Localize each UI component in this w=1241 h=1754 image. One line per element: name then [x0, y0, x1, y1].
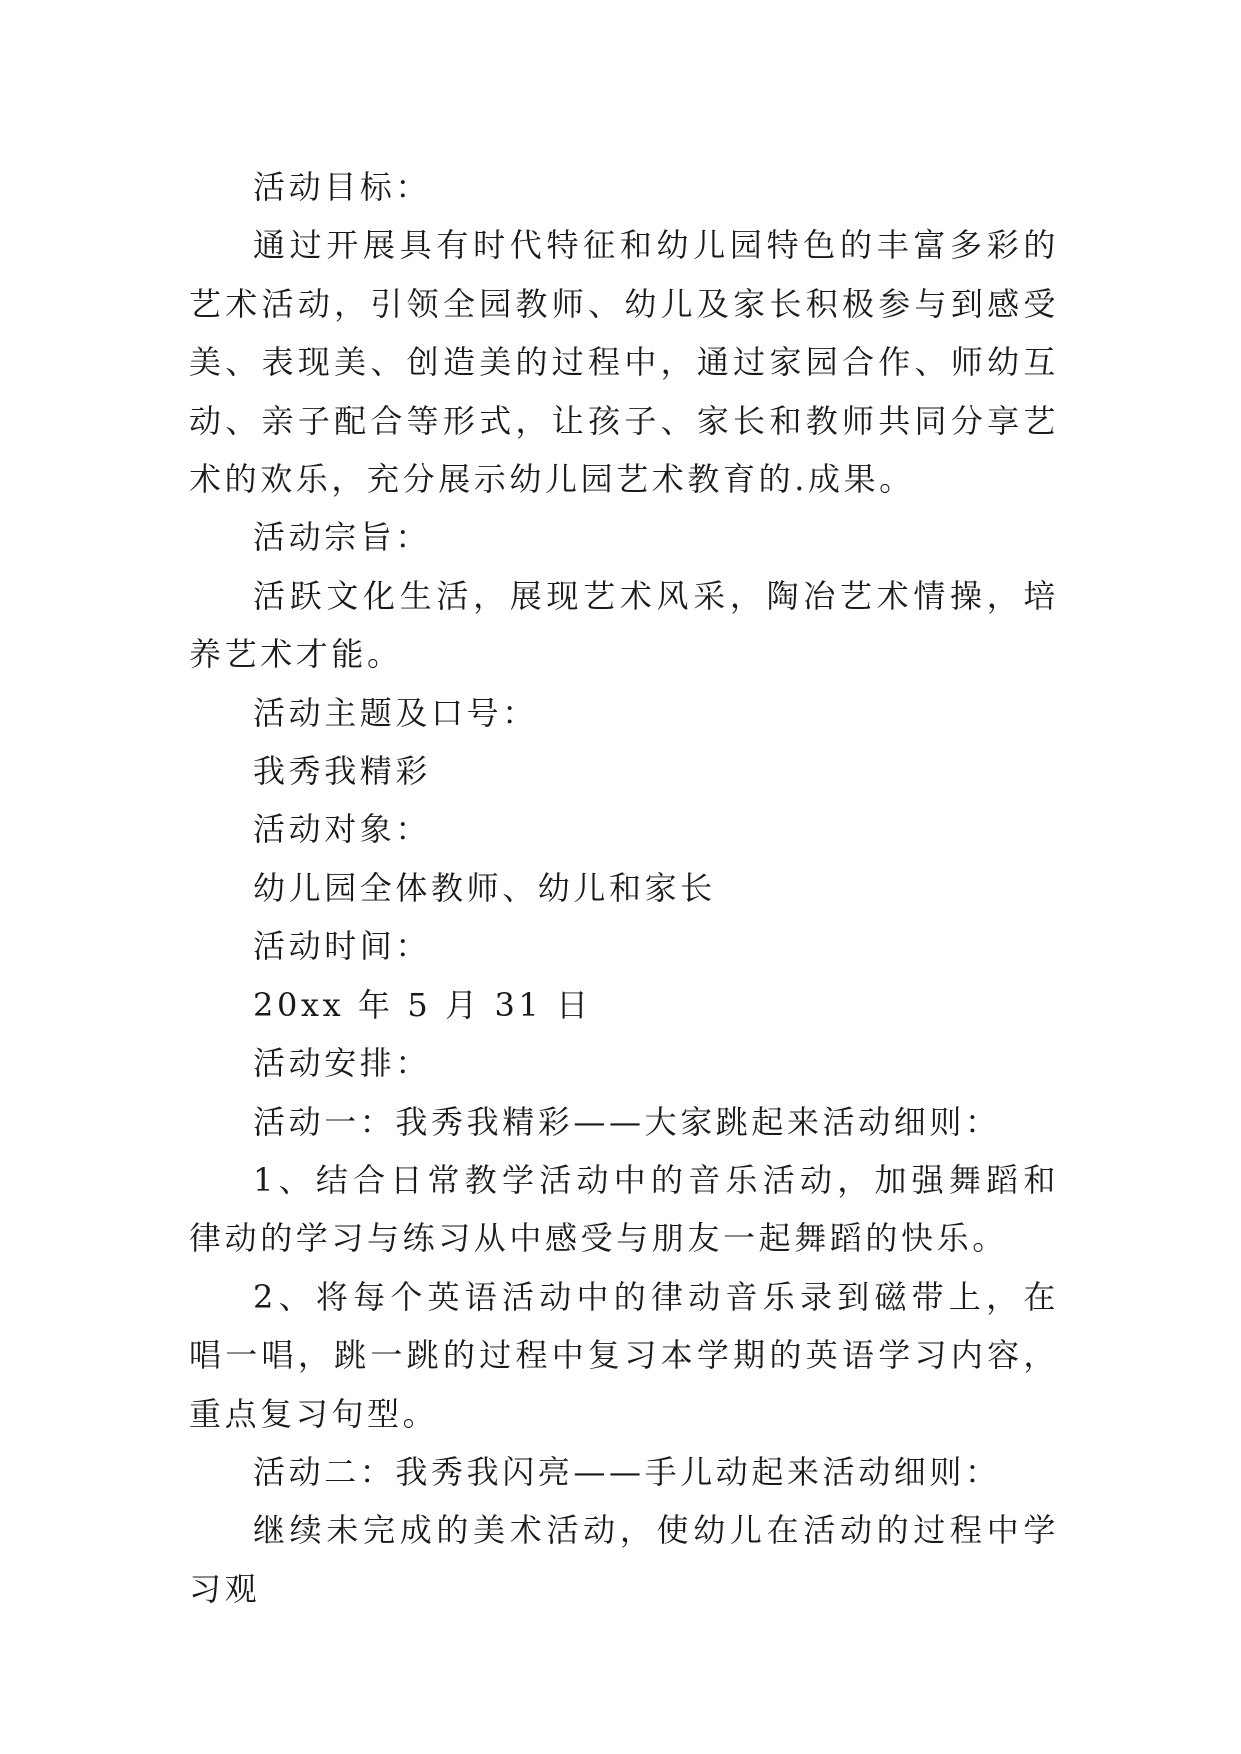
paragraph-activity-time: 20xx 年 5 月 31 日 — [253, 985, 592, 1024]
heading-activity-audience: 活动对象： — [253, 810, 432, 849]
heading-activity-goal: 活动目标： — [253, 168, 432, 206]
heading-activity-one: 活动一：我秀我精彩——大家跳起来活动细则： — [253, 1102, 1001, 1141]
paragraph-activity-goal: 通过开展具有时代特征和幼儿园特色的丰富多彩的艺术活动，引领全园教师、幼儿及家长积极参与到感受美、表现美、创造美的过程中，通过家园合作、师幼互动、亲子配合等形式，让孩子、家长和教师共同分享艺术的欢乐，充分展示幼儿园艺术教育的.成果。 — [189, 226, 1059, 499]
heading-activity-purpose: 活动宗旨： — [253, 518, 432, 557]
heading-activity-two: 活动二：我秀我闪亮——手儿动起来活动细则： — [253, 1452, 1001, 1491]
paragraph-activity-two: 继续未完成的美术活动，使幼儿在活动的过程中学习观 — [189, 1511, 1059, 1608]
paragraph-activity-one-item-2: 2、将每个英语活动中的律动音乐录到磁带上，在唱一唱，跳一跳的过程中复习本学期的英语学习内容，重点复习句型。 — [189, 1277, 1059, 1433]
heading-activity-schedule: 活动安排： — [253, 1044, 432, 1083]
paragraph-activity-audience: 幼儿园全体教师、幼儿和家长 — [253, 868, 716, 907]
paragraph-activity-purpose: 活跃文化生活，展现艺术风采，陶冶艺术情操，培养艺术才能。 — [189, 576, 1059, 674]
heading-activity-time: 活动时间： — [253, 927, 432, 966]
paragraph-activity-theme: 我秀我精彩 — [253, 752, 432, 791]
heading-activity-theme: 活动主题及口号： — [253, 693, 538, 732]
document-body — [189, 158, 1059, 1618]
paragraph-activity-one-item-1: 1、结合日常教学活动中的音乐活动，加强舞蹈和律动的学习与练习从中感受与朋友一起舞蹈的快乐。 — [189, 1160, 1059, 1258]
